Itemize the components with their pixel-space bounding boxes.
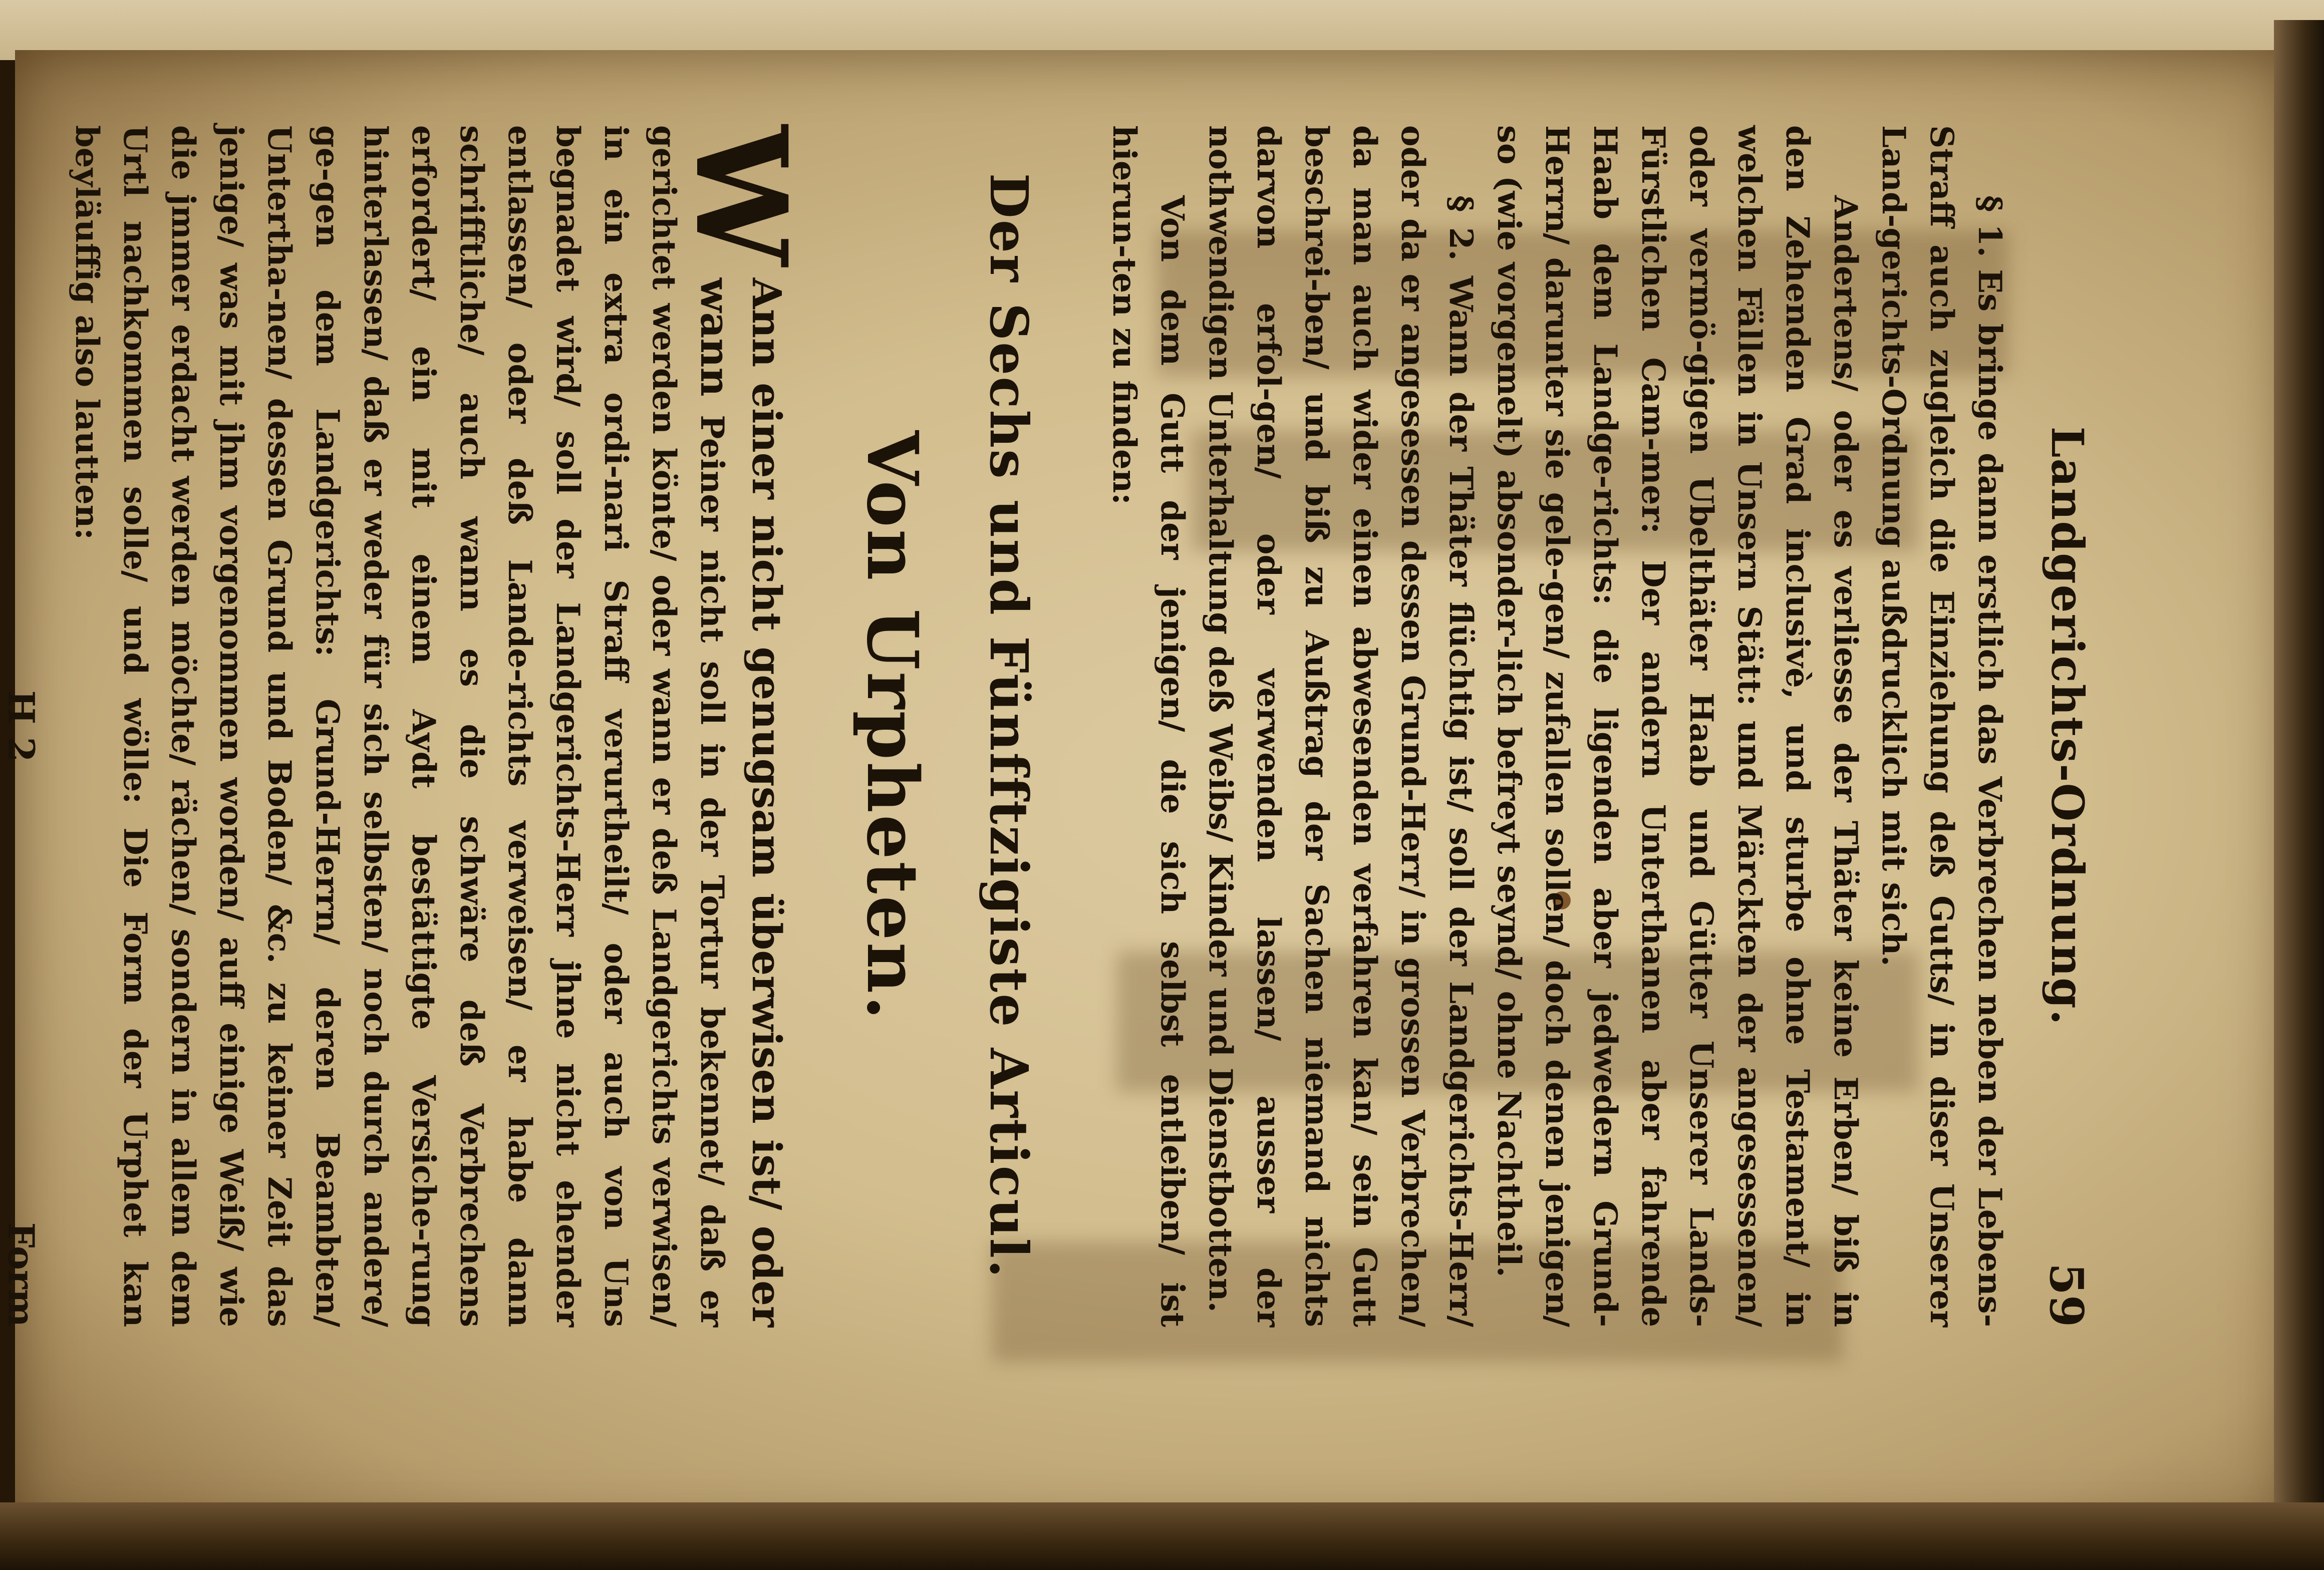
lead-paragraph [63, 125, 815, 1327]
paragraph: § 2. Wann der Thäter flüchtig ist/ soll der Landgerichts-Herr/ oder da er angesessen dessen Grund-Herr/ in grossen Verbrechen/ da man auch wider einen abwesenden verfahren kan/ sein Gutt beschrei-ben/ und biß zu Außtrag der Sachen niemand nichts darvon erfol-gen/ oder verwenden lassen/ ausser der nothwendigen Unterhaltung deß Weibs/ Kinder und Dienstbotten. [1202, 125, 1480, 1327]
article-subtitle: Von Urpheten. [851, 430, 933, 1022]
book-gutter [2274, 20, 2324, 1522]
lead-body: Peiner nicht soll in der Tortur bekennet/ daß er gerichtet werden könte/ oder wann er deß Landgerichts verwisen/ in ein extra ordi-nari Straff verurtheilt/ oder auch von Uns begnadet wird/ soll der Landgerichts-Herr jhne nicht ehender entlassen/ oder deß Lande-richts verweisen/ er habe dann schrifftliche/ auch wann es die schwäre deß Verbrechens erfordert/ ein mit einem Aydt bestättigte Versiche-rung hinterlassen/ daß er weder für sich selbsten/ noch durch andere/ ge-gen dem Landgerichts: Grund-Herrn/ deren Beambten/ Untertha-nen/ dessen Grund und Boden/ &c. zu keiner Zeit das jenige/ was mit jhm vorgenommen worden/ auff einige Weiß/ wie die jmmer erdacht werden möchte/ rächen/ sondern in allem dem Urtl nachkommen solle/ und wölle: Die Form der Urphet kan beyläuffig also lautten: [68, 125, 731, 1327]
rotated-text-block [0, 125, 2094, 1327]
page-footer [0, 125, 43, 1327]
page-number: 59 [2040, 1263, 2094, 1327]
paragraph: Andertens/ oder es verliesse der Thäter keine Erben/ biß in den Zehenden Grad inclusivè, und sturbe ohne Testament/ in welchen Fällen in Unsern Stätt: und Märckten der angesessenen/ oder vermö-gigen Ubelthäter Haab und Gütter Unserer Lands-Fürstlichen Cam-mer: Der andern Unterthanen aber fahrende Haab dem Landge-richts: die ligenden aber jedwedern Grund-Herrn/ darunter sie gele-gen/ zufallen sollen/ doch denen jenigen/ so (wie vorgemelt) absonder-lich befreyt seynd/ ohne Nachtheil. [1490, 125, 1864, 1327]
running-head: Landgerichts-Ordnung. [2042, 426, 2094, 1026]
lead-first-line: Ann einer nicht genugsam überwisen ist/ oder wann [692, 277, 790, 1327]
paragraph: Von dem Gutt der jenigen/ die sich selbst entleiben/ ist hierun-ten zu finden: [1105, 125, 1191, 1327]
signature-mark: H 2 [0, 690, 43, 762]
drop-cap: W [668, 125, 815, 266]
page-stack-edge [0, 1502, 2324, 1570]
article-title: Der Sechs und Fünfftzigiste Articul. [978, 173, 1040, 1280]
catchword: Form [0, 1222, 43, 1327]
page-header [2034, 125, 2094, 1327]
section-body [1100, 125, 2013, 1327]
paragraph: § 1. Es bringe dann erstlich das Verbrechen neben der Lebens-Straff auch zugleich die Einziehung deß Gutts/ in diser Unserer Land-gerichts-Ordnung außdrucklich mit sich. [1875, 125, 2008, 1327]
